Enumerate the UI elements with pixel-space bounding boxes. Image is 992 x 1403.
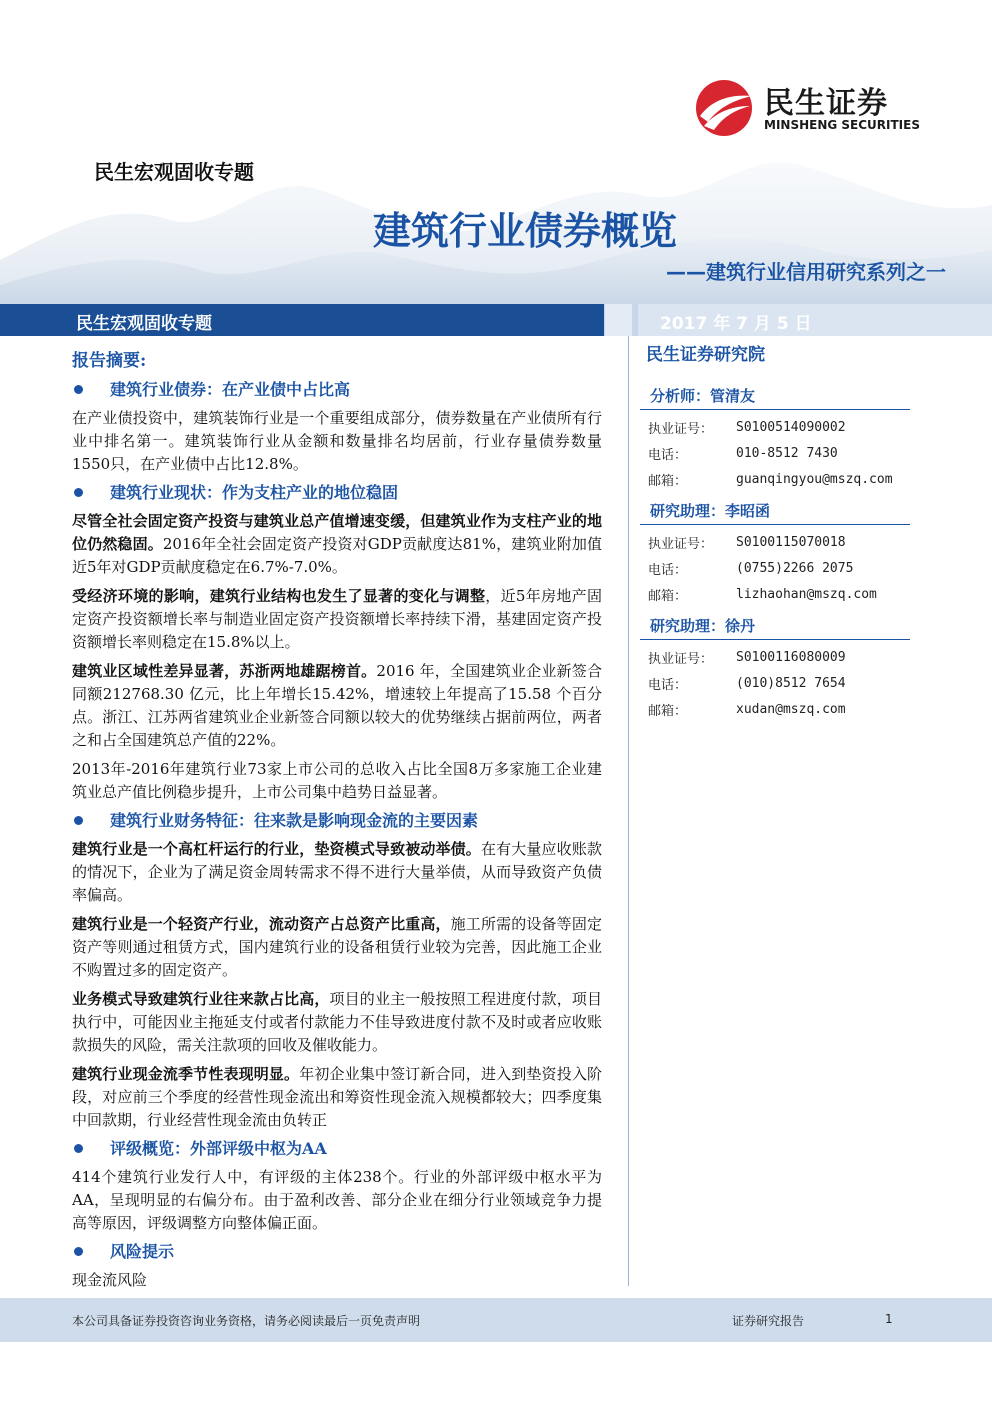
bullet-icon [74,385,83,394]
paragraph-body: 现金流风险 [72,1271,148,1289]
paragraph-body: 项目的业主一般按照工程进度付款，项目执行中，可能因业主拖延支付或者付款能力不佳导致进度付款不及时或者应收账款损失的风险，需关注款项的回收及催收能力。 [72,990,602,1054]
column-divider [628,336,629,1286]
summary-paragraph [72,1166,602,1235]
contact-row [648,644,910,670]
paragraph-body: 414个建筑行业发行人中，有评级的主体238个。行业的外部评级中枢水平为AA，呈现明显的右偏分布。由于盈利改善、部分企业在细分行业领域竞争力提高等原因，评级调整方向整体偏正面。 [72,1168,602,1232]
logo-text-en: MINSHENG SECURITIES [764,118,920,132]
contact-value: (0755)2266 2075 [736,560,854,576]
contact-value: S0100115070018 [736,534,846,550]
section-title: 建筑行业现状：作为支柱产业的地位稳固 [110,483,399,502]
summary-paragraph [72,660,602,752]
contact-label: 邮箱： [648,703,688,719]
section-heading [72,810,602,832]
summary-paragraph [72,758,602,804]
summary-paragraph [72,1269,602,1292]
summary-paragraph [72,913,602,982]
institute-name: 民生证券研究院 [646,345,765,365]
contact-label: 执业证号： [648,651,714,667]
contact-email-link[interactable]: xudan@mszq.com [736,701,846,717]
contact-title: 分析师：管清友 [640,381,910,410]
paragraph-body: ，近5年房地产固定资产投资额增长率与制造业固定资产投资额增长率持续下滑，基建固定资产投资额增长率则稳定在15.8%以上。 [72,587,602,651]
section-heading [72,379,602,401]
contact-label: 邮箱： [648,588,688,604]
paragraph-lead: 建筑行业是一个高杠杆运行的行业，垫资模式导致被动举债。 [72,840,481,858]
contact-row [648,581,910,607]
contact-label: 执业证号： [648,536,714,552]
section-title: 评级概览：外部评级中枢为AA [110,1139,327,1158]
section-title: 建筑行业债券：在产业债中占比高 [110,380,351,399]
bullet-icon [74,1144,83,1153]
contact-label: 电话： [648,562,688,578]
paragraph-lead: 业务模式导致建筑行业往来款占比高， [72,990,330,1008]
page-number: 1 [885,1312,893,1326]
summary-sections [72,379,602,1292]
page-footer [0,1298,992,1342]
section-heading [72,1241,602,1263]
contact-row [648,670,910,696]
paragraph-body: 2013年-2016年建筑行业73家上市公司的总收入占比全国8万多家施工企业建筑业总产值比例稳步提升，上市公司集中趋势日益显著。 [72,760,602,801]
paragraph-body: 年初企业集中签订新合同，进入到垫资投入阶段，对应前三个季度的经营性现金流出和筹资性现金流入规模都较大；四季度集中回款期，行业经营性现金流由负转正 [72,1065,602,1129]
footer-disclaimer: 本公司具备证券投资咨询业务资格，请务必阅读最后一页免责声明 [72,1314,421,1328]
logo-text-cn: 民生证券 [764,86,888,121]
section-title: 建筑行业财务特征：往来款是影响现金流的主要因素 [110,811,479,830]
summary-paragraph [72,1063,602,1132]
report-title: 建筑行业债券概览 [372,209,677,253]
summary-paragraph [72,988,602,1057]
summary-paragraph [72,407,602,476]
brand-logo [694,78,924,138]
band-series-label: 民生宏观固收专题 [76,314,212,334]
bullet-icon [74,488,83,497]
section-heading [72,482,602,504]
contact-title: 研究助理：李昭函 [640,496,910,525]
contact-row [648,696,910,722]
series-label: 民生宏观固收专题 [94,160,254,184]
contact-label: 邮箱： [648,473,688,489]
summary-column [72,340,602,1298]
contact-list [640,381,910,722]
contact-value: (010)8512 7654 [736,675,846,691]
contact-row [648,414,910,440]
contact-title: 研究助理：徐丹 [640,611,910,640]
paragraph-body: 2016年全社会固定资产投资对GDP贡献度达81%，建筑业附加值近5年对GDP贡献度稳定在6.7%-7.0%。 [72,535,602,576]
contact-card [640,611,910,722]
summary-paragraph [72,585,602,654]
contact-label: 电话： [648,677,688,693]
contact-row [648,466,910,492]
paragraph-lead: 建筑行业是一个轻资产行业，流动资产占总资产比重高， [72,915,451,933]
paragraph-lead: 建筑行业现金流季节性表现明显。 [72,1065,300,1083]
paragraph-body: 在产业债投资中，建筑装饰行业是一个重要组成部分，债券数量在产业债所有行业中排名第一。建筑装饰行业从金额和数量排名均居前，行业存量债券数量1550只，在产业债中占比12.8%。 [72,409,602,473]
contact-email-link[interactable]: lizhaohan@mszq.com [736,586,877,602]
contact-value: 010-8512 7430 [736,445,838,461]
report-date: 2017 年 7 月 5 日 [660,314,812,334]
bullet-icon [74,1247,83,1256]
bullet-icon [74,816,83,825]
header-band [0,304,992,336]
contact-row [648,555,910,581]
contact-row [648,440,910,466]
section-heading [72,1138,602,1160]
contact-row [648,529,910,555]
section-title: 风险提示 [110,1242,175,1261]
contacts-column [640,338,910,726]
paragraph-body: 2016 年，全国建筑业企业新签合同额212768.30 亿元，比上年增长15.42%，增速较上年提高了15.58 个百分点。浙江、江苏两省建筑业企业新签合同额以较大的优势继续占据前两位，两者之和占全国建筑总产值的22%。 [72,662,602,749]
contact-label: 执业证号： [648,421,714,437]
paragraph-body: 施工所需的设备等固定资产等则通过租赁方式，国内建筑行业的设备租赁行业较为完善，因此施工企业不购置过多的固定资产。 [72,915,602,979]
summary-paragraph [72,838,602,907]
contact-card [640,381,910,492]
contact-email-link[interactable]: guanqingyou@mszq.com [736,471,893,487]
contact-label: 电话： [648,447,688,463]
paragraph-lead: 尽管全社会固定资产投资与建筑业总产值增速变缓，但建筑业作为支柱产业的地位仍然稳固。 [72,512,602,553]
summary-paragraph [72,510,602,579]
contact-value: S0100514090002 [736,419,846,435]
paragraph-lead: 建筑业区域性差异显著，苏浙两地雄踞榜首。 [72,662,377,680]
contact-card [640,496,910,607]
summary-heading: 报告摘要: [72,351,147,371]
footer-doc-type: 证券研究报告 [732,1314,805,1328]
paragraph-lead: 受经济环境的影响，建筑行业结构也发生了显著的变化与调整 [72,587,486,605]
paragraph-body: 在有大量应收账款的情况下，企业为了满足资金周转需求不得不进行大量举债，从而导致资产负债率偏高。 [72,840,602,904]
logo-mark-icon [694,78,756,138]
contact-value: S0100116080009 [736,649,846,665]
report-subtitle: ——建筑行业信用研究系列之一 [666,260,946,284]
